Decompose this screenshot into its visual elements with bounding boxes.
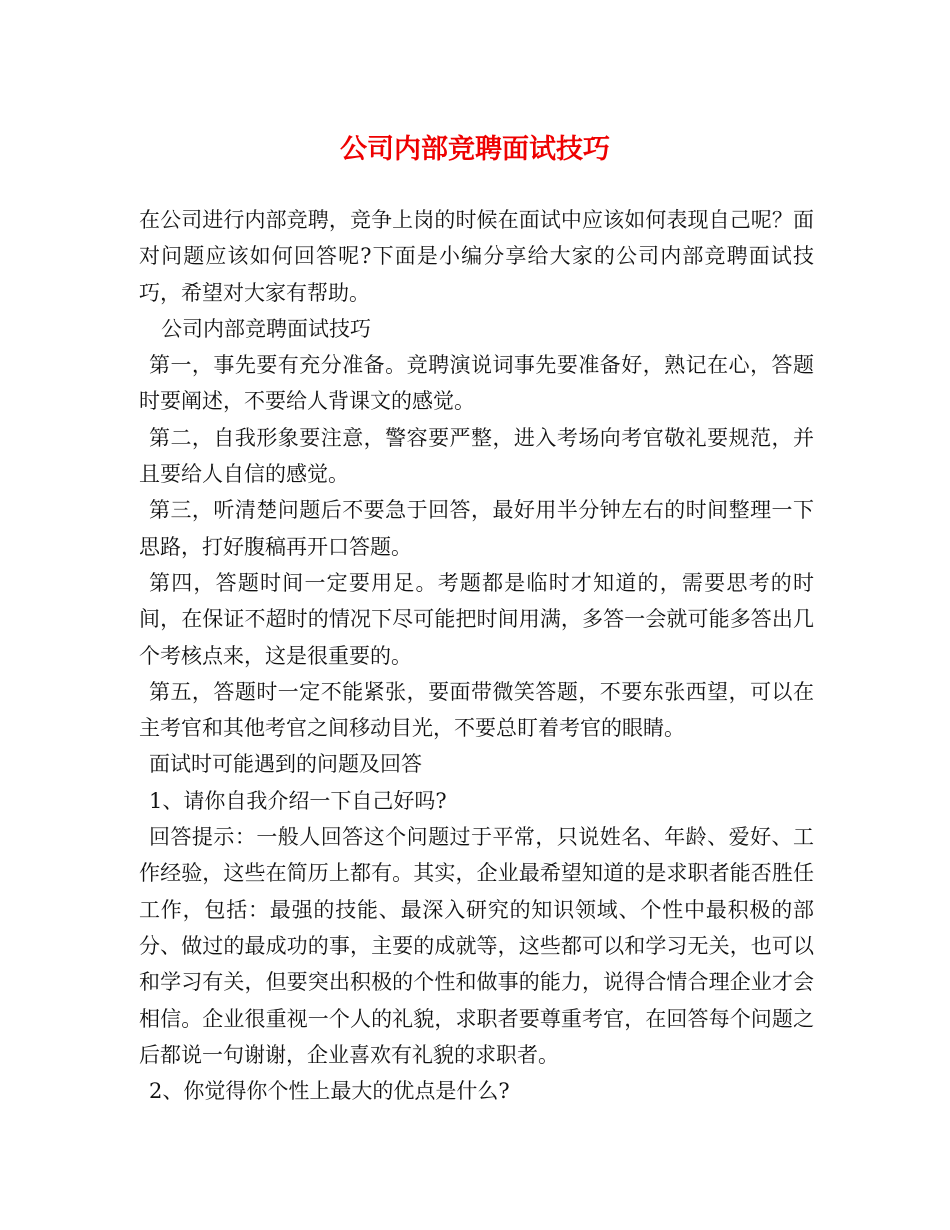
tip-paragraph-3: 第三，听清楚问题后不要急于回答，最好用半分钟左右的时间整理一下思路，打好腹稿再开口答题。: [139, 498, 814, 559]
question-2: 2、你觉得你个性上最大的优点是什么?: [149, 1079, 510, 1104]
question-1: 1、请你自我介绍一下自己好吗?: [149, 788, 447, 813]
tip-paragraph-4: 第四，答题时间一定要用足。考题都是临时才知道的，需要思考的时间，在保证不超时的情况下尽可能把时间用满，多答一会就可能多答出几个考核点来，这是很重要的。: [139, 570, 814, 668]
answer-hint-1: 回答提示：一般人回答这个问题过于平常，只说姓名、年龄、爱好、工作经验，这些在简历上都有。其实，企业最希望知道的是求职者能否胜任工作，包括：最强的技能、最深入研究的知识领域、个性中最积极的部分、做过的最成功的事，主要的成就等，这些都可以和学习无关，也可以和学习有关，但要突出积极的个性和做事的能力，说得合情合理企业才会相信。企业很重视一个人的礼貌，求职者要尊重考官，在回答每个问题之后都说一句谢谢，企业喜欢有礼貌的求职者。: [139, 825, 814, 1067]
document-title: 公司内部竞聘面试技巧: [340, 134, 610, 165]
intro-paragraph: 在公司进行内部竞聘，竞争上岗的时候在面试中应该如何表现自己呢？面对问题应该如何回答呢?下面是小编分享给大家的公司内部竞聘面试技巧，希望对大家有帮助。: [139, 208, 814, 305]
tip-paragraph-2: 第二，自我形象要注意，警容要严整，进入考场向考官敬礼要规范，并且要给人自信的感觉。: [139, 425, 814, 487]
document-body: [139, 202, 814, 1109]
tip-paragraph-5: 第五，答题时一定不能紧张，要面带微笑答题，不要东张西望，可以在主考官和其他考官之间移动目光，不要总盯着考官的眼睛。: [139, 679, 814, 741]
section-heading-tips: 公司内部竞聘面试技巧: [161, 316, 371, 341]
tip-paragraph-1: 第一，事先要有充分准备。竞聘演说词事先要准备好，熟记在心，答题时要阐述，不要给人背课文的感觉。: [139, 353, 814, 414]
section-heading-questions: 面试时可能遇到的问题及回答: [149, 752, 422, 777]
